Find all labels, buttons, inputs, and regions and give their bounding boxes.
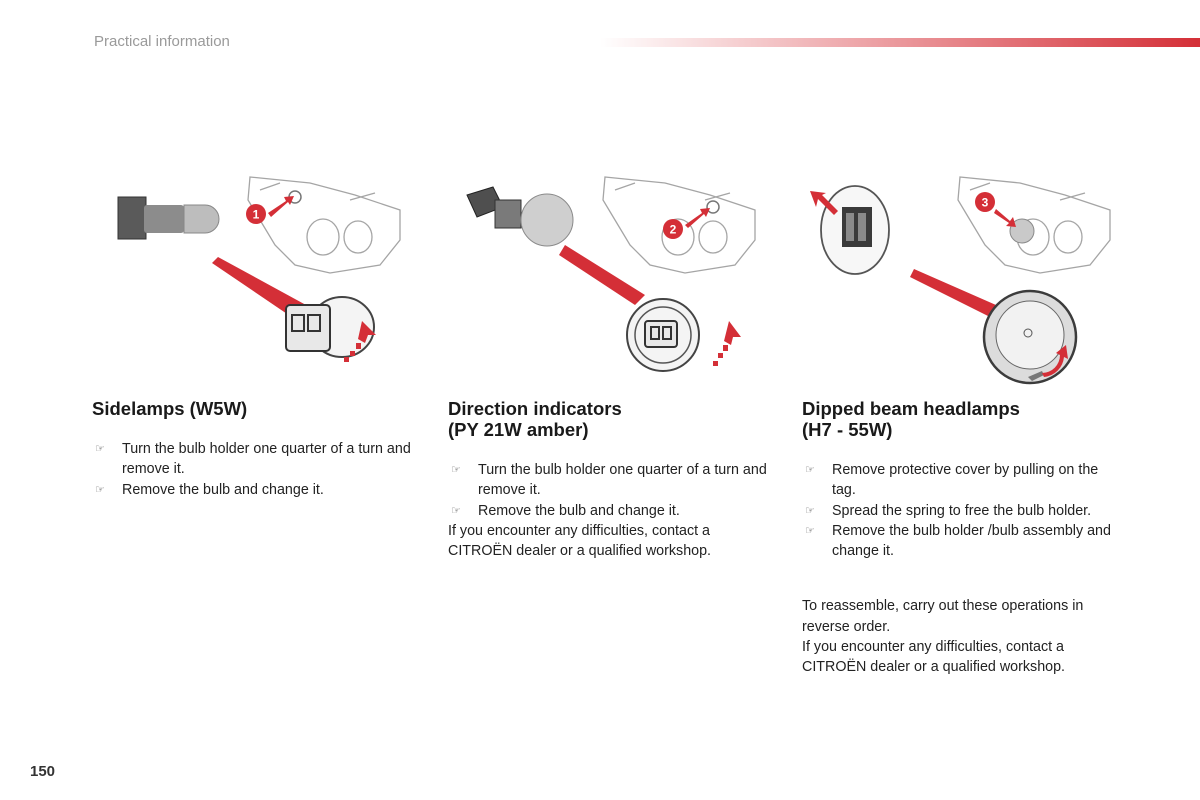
arrow-to-cover [994, 209, 1016, 227]
section-title: Sidelamps (W5W) [92, 398, 248, 419]
page-number: 150 [30, 763, 56, 780]
svg-text:2: 2 [669, 222, 677, 237]
pointing-hand-icon: ☞ [95, 443, 105, 455]
svg-text:3: 3 [981, 195, 989, 210]
list-item: ☞ Turn the bulb holder one quarter of a turn and remove it. [95, 441, 411, 478]
svg-text:1: 1 [252, 207, 260, 222]
h7-bulb-holder-drawing [821, 186, 889, 274]
list-item: ☞ Remove the bulb and change it. [92, 480, 412, 500]
section-dipped-beam [802, 398, 1122, 678]
section-header-title: Practical information [94, 33, 230, 50]
bulb-holder-drawing [627, 299, 699, 371]
dipped-beam-illustration [810, 165, 1130, 385]
protective-cover-drawing [984, 291, 1076, 383]
list-item: ☞ Turn the bulb holder one quarter of a turn and remove it. [451, 462, 767, 499]
dealer-contact-note: If you encounter any difficulties, contact a CITROËN dealer or a qualified workshop. [802, 639, 1066, 676]
reassemble-note: To reassemble, carry out these operations in reverse order. [802, 598, 1084, 635]
list-item: ☞ Remove the bulb and change it. [448, 501, 768, 521]
section-title: Direction indicators (PY 21W amber) [448, 398, 622, 440]
step-list [448, 460, 768, 521]
arrow-to-socket [268, 196, 294, 217]
notes-block [802, 596, 1122, 677]
step-list [92, 439, 412, 500]
step-badge-3 [975, 192, 995, 212]
direction-indicator-illustration [455, 165, 775, 385]
header-accent-bar [600, 38, 1200, 47]
pointing-hand-icon: ☞ [95, 483, 105, 496]
pointing-hand-icon: ☞ [805, 464, 815, 476]
section-direction-indicators [448, 398, 768, 561]
w5w-bulb-drawing [118, 197, 219, 239]
indicator-socket-marker [707, 201, 719, 213]
sidelamp-illustration [100, 165, 420, 385]
arrow-to-socket [685, 208, 710, 228]
headlamp-housing-drawing [958, 177, 1110, 273]
headlamp-housing-drawing [248, 177, 400, 273]
step-badge-1 [246, 204, 266, 224]
zoom-wedge [559, 245, 645, 305]
pointing-hand-icon: ☞ [451, 464, 461, 476]
pointing-hand-icon: ☞ [451, 504, 461, 517]
step-badge-2 [663, 219, 683, 239]
list-item: ☞ Spread the spring to free the bulb holder. [802, 501, 1122, 521]
section-title: Dipped beam headlamps (H7 - 55W) [802, 398, 1020, 440]
dealer-contact-note: If you encounter any difficulties, contact a CITROËN dealer or a qualified workshop. [448, 522, 712, 560]
rotate-arrow [713, 321, 741, 366]
pointing-hand-icon: ☞ [805, 524, 815, 537]
py21w-bulb-drawing [467, 187, 573, 246]
list-item: ☞ Remove the bulb holder /bulb assembly and change it. [805, 522, 1111, 560]
pointing-hand-icon: ☞ [805, 504, 815, 517]
section-sidelamps [92, 398, 412, 500]
zoom-wedge [910, 269, 996, 317]
step-list [802, 460, 1122, 561]
list-item: ☞ Remove protective cover by pulling on the tag. [805, 462, 1099, 499]
